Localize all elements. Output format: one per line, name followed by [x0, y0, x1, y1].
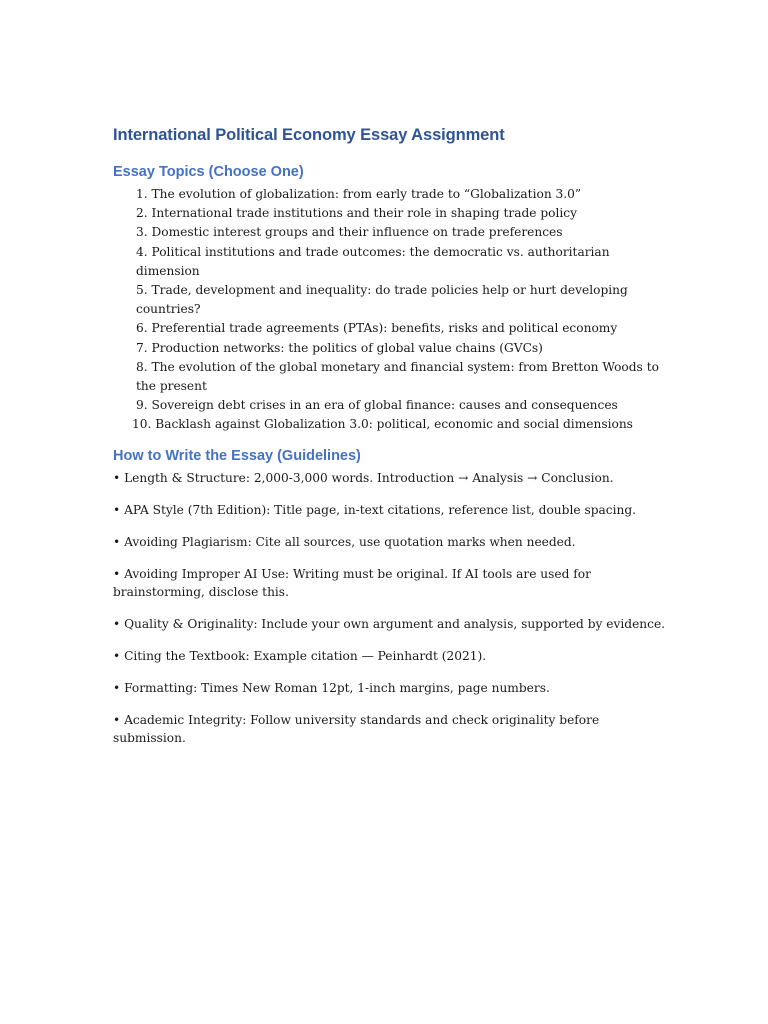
- topics-heading: Essay Topics (Choose One): [113, 164, 304, 180]
- topic-item: 6. Preferential trade agreements (PTAs): benefits, risks and political economy: [136, 321, 618, 336]
- topic-item: 4. Political institutions and trade outcomes: the democratic vs. authoritarian dimension: [136, 244, 610, 278]
- guideline-item: • Citing the Textbook: Example citation — Peinhardt (2021).: [113, 648, 487, 663]
- document-title: International Political Economy Essay Assignment: [113, 126, 505, 144]
- topic-item: 10. Backlash against Globalization 3.0: political, economic and social dimensions: [132, 417, 633, 432]
- topic-list: [113, 185, 673, 435]
- guideline-item: • Avoiding Plagiarism: Cite all sources, use quotation marks when needed.: [113, 534, 576, 549]
- topic-item: 2. International trade institutions and their role in shaping trade policy: [136, 206, 578, 221]
- guidelines-heading: How to Write the Essay (Guidelines): [113, 447, 361, 464]
- guideline-item: • APA Style (7th Edition): Title page, in-text citations, reference list, double spacing.: [113, 502, 637, 517]
- document-body: [113, 124, 673, 747]
- guideline-item: • Avoiding Improper AI Use: Writing must be original. If AI tools are used for brainstorming, disclose this.: [113, 566, 591, 599]
- guideline-item: • Quality & Originality: Include your own argument and analysis, supported by evidence.: [113, 616, 666, 631]
- topic-item: 8. The evolution of the global monetary and financial system: from Bretton Woods to the present: [136, 359, 659, 394]
- topic-item: 9. Sovereign debt crises in an era of global finance: causes and consequences: [136, 398, 618, 413]
- topic-item: 5. Trade, development and inequality: do trade policies help or hurt developing countries?: [136, 283, 628, 317]
- topic-item: 1. The evolution of globalization: from early trade to “Globalization 3.0”: [136, 187, 582, 201]
- topic-item: 7. Production networks: the politics of global value chains (GVCs): [136, 340, 543, 355]
- guideline-item: • Academic Integrity: Follow university standards and check originality before submission.: [113, 712, 600, 745]
- topic-item: 3. Domestic interest groups and their influence on trade preferences: [136, 225, 563, 240]
- guideline-item: • Formatting: Times New Roman 12pt, 1-inch margins, page numbers.: [113, 680, 550, 695]
- guidelines-list: [113, 469, 673, 747]
- guideline-item: • Length & Structure: 2,000-3,000 words. Introduction → Analysis → Conclusion.: [113, 470, 614, 485]
